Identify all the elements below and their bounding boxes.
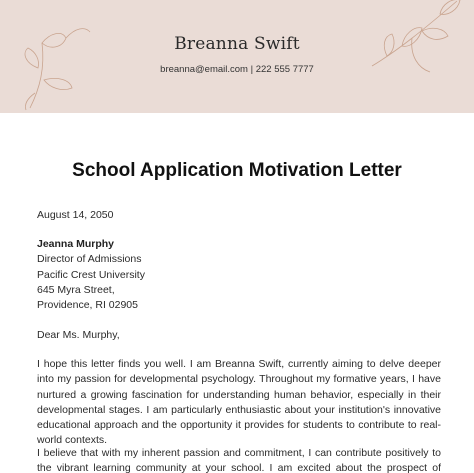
paragraph-line: I hope this letter finds you well. I am Breanna Swift, currently aiming to delve deeper [37, 358, 441, 370]
paragraph-line: educational approach and the opportunity it provides for students to contribute to real- [37, 419, 441, 432]
recipient-city: Providence, RI 02905 [37, 299, 138, 312]
letter-title: School Application Motivation Letter [72, 160, 402, 181]
recipient-position: Director of Admissions [37, 253, 142, 266]
sender-name: Breanna Swift [174, 34, 300, 54]
paragraph-line: nurtured a growing fascination for understanding human behavior, especially in their [37, 388, 441, 401]
body-paragraph-2 [37, 446, 441, 473]
paragraph-line: developmental stages. I am particularly enthusiastic about your institution's innovative [37, 403, 441, 416]
paragraph-line: I believe that with my inherent passion and commitment, I can contribute positively to [37, 447, 441, 459]
recipient-institution: Pacific Crest University [37, 268, 145, 281]
recipient-name: Jeanna Murphy [37, 238, 115, 250]
recipient-street: 645 Myra Street, [37, 283, 115, 296]
salutation: Dear Ms. Murphy, [37, 329, 120, 341]
body-paragraph-1 [37, 357, 441, 449]
letter-date: August 14, 2050 [37, 209, 114, 221]
paragraph-line: the vibrant learning community at your school. I am excited about the prospect of [37, 462, 441, 473]
letter-header [0, 0, 474, 113]
recipient-block [37, 237, 441, 313]
paragraph-line: world contexts. [37, 434, 108, 447]
paragraph-line: into my passion for developmental psychology. Throughout my formative years, I have [37, 373, 441, 386]
sender-contact: breanna@email.com | 222 555 7777 [160, 64, 314, 75]
